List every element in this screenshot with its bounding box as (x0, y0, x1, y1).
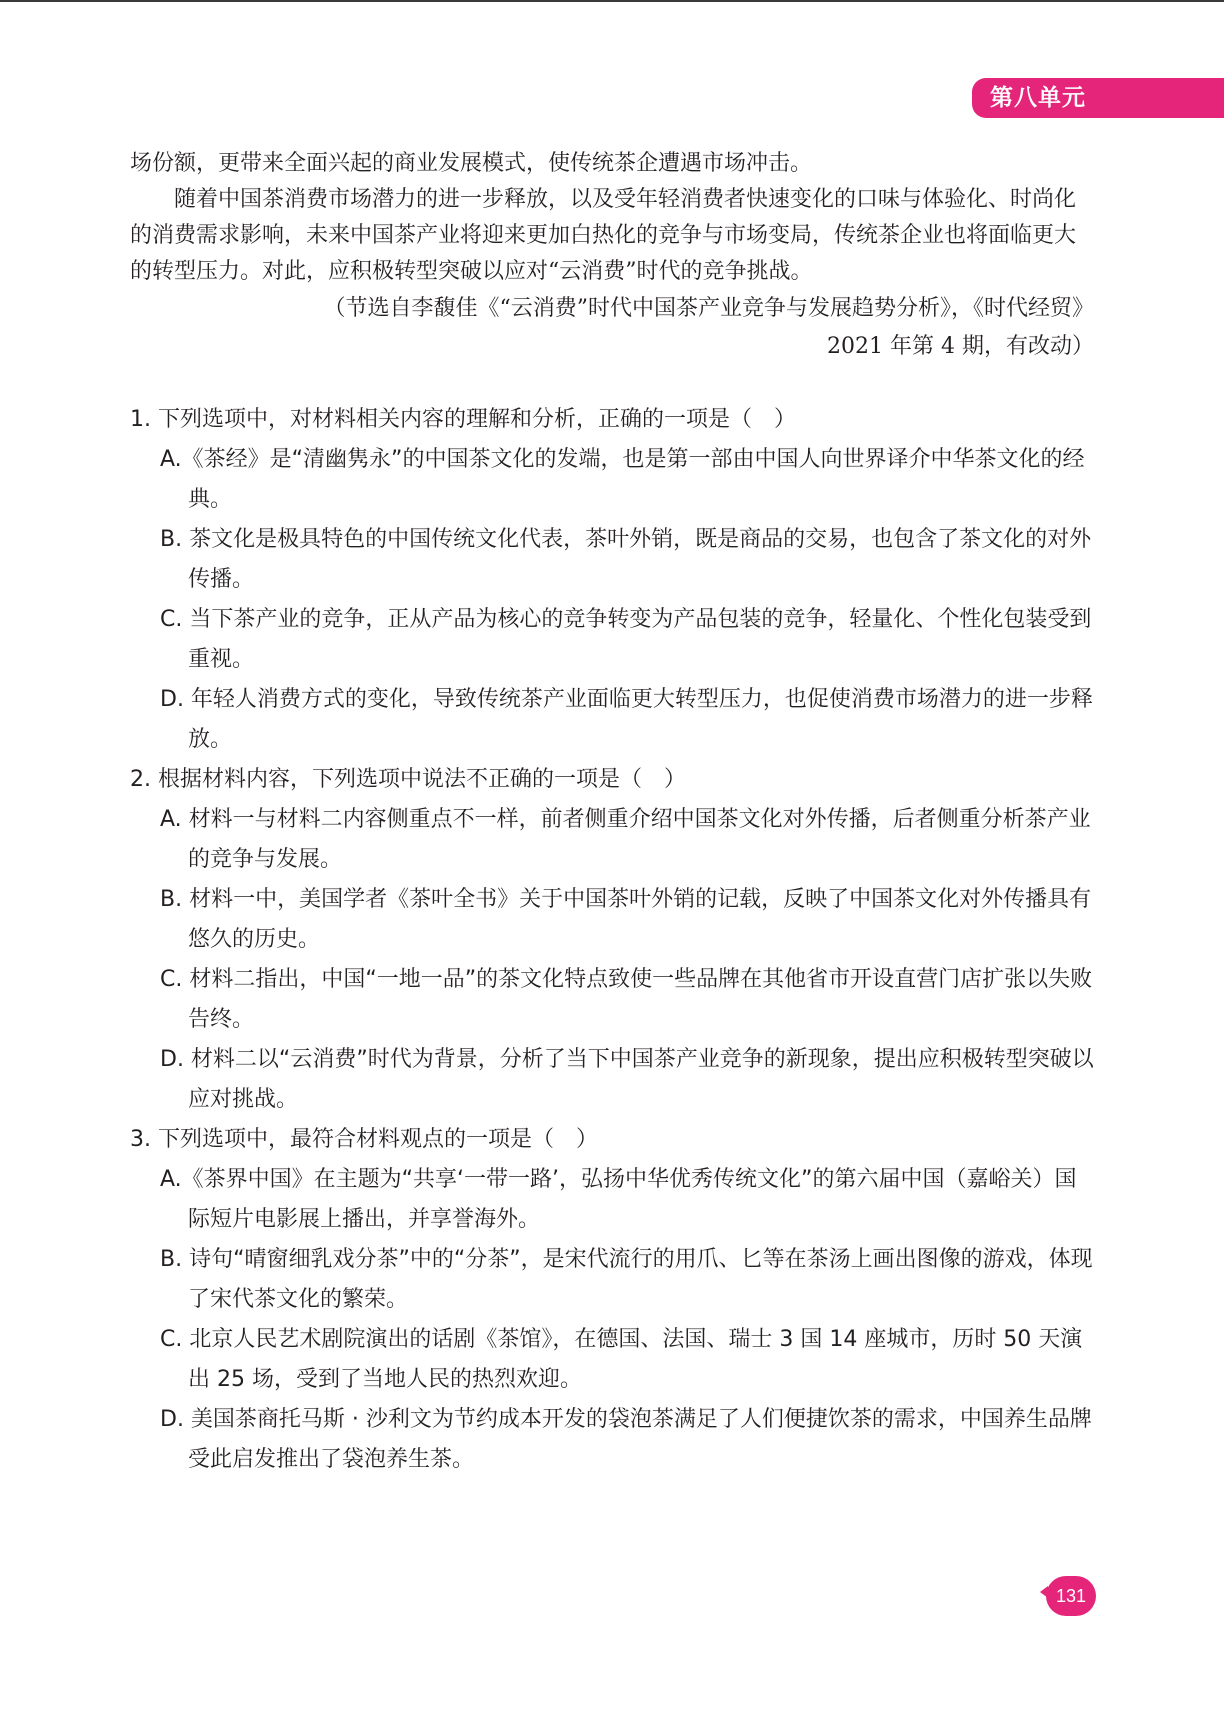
passage-paragraph-1: 场份额，更带来全面兴起的商业发展模式，使传统茶企遭遇市场冲击。 (130, 151, 813, 176)
page-number-badge: 131 (1046, 1576, 1096, 1616)
citation-line-2: 2021 年第 4 期，有改动） (827, 334, 1094, 359)
unit-tab (972, 78, 1224, 118)
unit-label: 第八单元 (990, 85, 1086, 111)
question-3-option-a: A.《茶界中国》在主题为“共享‘一带一路’，弘扬中华优秀传统文化”的第六届中国（嘉峪关）国际短片电影展上播出，并享誉海外。 (160, 1167, 1077, 1232)
question-1-stem: 1. 下列选项中，对材料相关内容的理解和分析，正确的一项是（ ） (130, 407, 796, 432)
question-2-option-b: B. 材料一中，美国学者《茶叶全书》关于中国茶叶外销的记载，反映了中国茶文化对外传播具有悠久的历史。 (160, 887, 1092, 952)
top-border-line (0, 0, 1224, 2)
question-2-option-c: C. 材料二指出，中国“一地一品”的茶文化特点致使一些品牌在其他省市开设直营门店扩张以失败告终。 (160, 967, 1093, 1032)
question-2-option-a: A. 材料一与材料二内容侧重点不一样，前者侧重介绍中国茶文化对外传播，后者侧重分析茶产业的竞争与发展。 (160, 807, 1091, 872)
question-3 (130, 1120, 1096, 1480)
question-1-option-d: D. 年轻人消费方式的变化，导致传统茶产业面临更大转型压力，也促使消费市场潜力的进一步释放。 (160, 687, 1093, 752)
question-2-option-d: D. 材料二以“云消费”时代为背景，分析了当下中国茶产业竞争的新现象，提出应积极转型突破以应对挑战。 (160, 1047, 1094, 1112)
question-1-option-b: B. 茶文化是极具特色的中国传统文化代表，茶叶外销，既是商品的交易，也包含了茶文化的对外传播。 (160, 527, 1092, 592)
source-citation (130, 290, 1094, 366)
question-3-option-c: C. 北京人民艺术剧院演出的话剧《茶馆》，在德国、法国、瑞士 3 国 14 座城市，历时 50 天演出 25 场，受到了当地人民的热烈欢迎。 (160, 1327, 1083, 1392)
citation-line-1: （节选自李馥佳《“云消费”时代中国茶产业竞争与发展趋势分析》，《时代经贸》 (323, 296, 1094, 321)
reading-passage (130, 146, 1094, 290)
passage-paragraph-2: 随着中国茶消费市场潜力的进一步释放，以及受年轻消费者快速变化的口味与体验化、时尚化的消费需求影响，未来中国茶产业将迎来更加白热化的竞争与市场变局，传统茶企业也将面临更大的转型压力。对此，应积极转型突破以应对“云消费”时代的竞争挑战。 (130, 187, 1077, 284)
question-2-stem: 2. 根据材料内容，下列选项中说法不正确的一项是（ ） (130, 767, 686, 792)
question-1-option-c: C. 当下茶产业的竞争，正从产品为核心的竞争转变为产品包装的竞争，轻量化、个性化包装受到重视。 (160, 607, 1092, 672)
question-3-stem: 3. 下列选项中，最符合材料观点的一项是（ ） (130, 1127, 598, 1152)
question-1 (130, 400, 1096, 760)
question-3-option-d: D. 美国茶商托马斯 · 沙利文为节约成本开发的袋泡茶满足了人们便捷饮茶的需求，中国养生品牌受此启发推出了袋泡养生茶。 (160, 1407, 1092, 1472)
question-1-option-a: A.《茶经》是“清幽隽永”的中国茶文化的发端，也是第一部由中国人向世界译介中华茶文化的经典。 (160, 447, 1085, 512)
question-3-option-b: B. 诗句“晴窗细乳戏分茶”中的“分茶”，是宋代流行的用爪、匕等在茶汤上画出图像的游戏，体现了宋代茶文化的繁荣。 (160, 1247, 1093, 1312)
question-list (130, 400, 1096, 1480)
question-2 (130, 760, 1096, 1120)
